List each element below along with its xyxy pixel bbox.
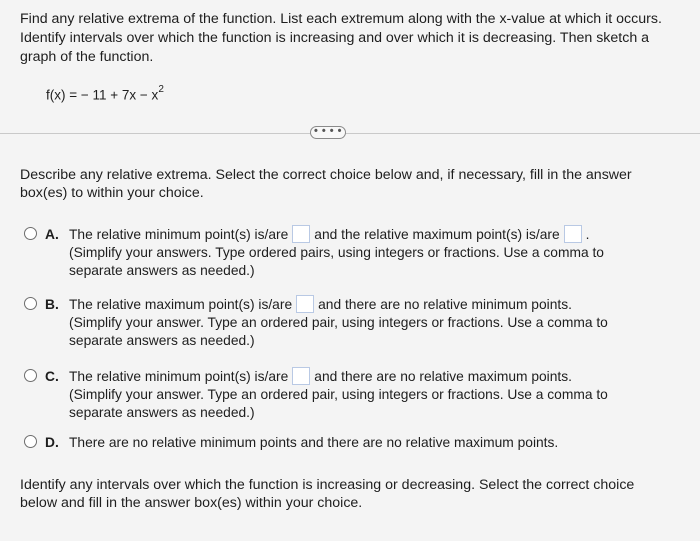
- choice-c-text: [69, 368, 639, 421]
- function-lhs: f(x) = − 11 + 7x − x: [46, 87, 159, 103]
- function-exponent: 2: [158, 84, 164, 95]
- radio-b[interactable]: [24, 297, 37, 310]
- choice-b-text: [69, 296, 639, 349]
- choice-a-text: [69, 226, 639, 279]
- choice-letter: C.: [45, 369, 59, 384]
- choice-c-post: and there are no relative maximum points.: [314, 369, 572, 384]
- function-expression: [46, 86, 164, 103]
- answer-box-max[interactable]: [564, 225, 582, 243]
- choice-b-post: and there are no relative minimum points.: [318, 297, 572, 312]
- choice-letter: B.: [45, 297, 59, 312]
- expand-more-button[interactable]: • • • •: [310, 126, 346, 139]
- choice-a-hint: (Simplify your answers. Type ordered pairs, using integers or fractions. Use a comma to separate answers as needed.): [69, 245, 604, 278]
- choice-c-pre: The relative minimum point(s) is/are: [69, 369, 289, 384]
- extrema-prompt: Describe any relative extrema. Select the correct choice below and, if necessary, fill in the answer box(es) to within your choice.: [20, 167, 632, 201]
- question-intro: Find any relative extrema of the function. List each extremum along with the x-value at which it occurs. Identify intervals over which the function is increasing and over which it is decreasing. Then sketch a graph of the function.: [20, 11, 662, 65]
- choice-a-mid: and the relative maximum point(s) is/are: [314, 227, 560, 242]
- radio-a[interactable]: [24, 227, 37, 240]
- radio-c[interactable]: [24, 369, 37, 382]
- choice-letter: A.: [45, 227, 59, 242]
- answer-box-min[interactable]: [292, 225, 310, 243]
- choice-b-pre: The relative maximum point(s) is/are: [69, 297, 293, 312]
- answer-box-max[interactable]: [296, 295, 314, 313]
- intervals-prompt: Identify any intervals over which the function is increasing or decreasing. Select the correct choice below and fill in the answer box(es) within your choice.: [20, 477, 635, 511]
- answer-box-min[interactable]: [292, 367, 310, 385]
- choice-a-pre: The relative minimum point(s) is/are: [69, 227, 289, 242]
- choice-b-hint: (Simplify your answer. Type an ordered pair, using integers or fractions. Use a comma to separate answers as needed.): [69, 315, 608, 348]
- radio-d[interactable]: [24, 435, 37, 448]
- choice-a-post: .: [585, 227, 590, 242]
- choice-d-text: There are no relative minimum points and there are no relative maximum points.: [69, 435, 559, 450]
- choice-c-hint: (Simplify your answer. Type an ordered pair, using integers or fractions. Use a comma to separate answers as needed.): [69, 387, 608, 420]
- section-divider: [0, 133, 700, 134]
- choice-letter: D.: [45, 435, 59, 450]
